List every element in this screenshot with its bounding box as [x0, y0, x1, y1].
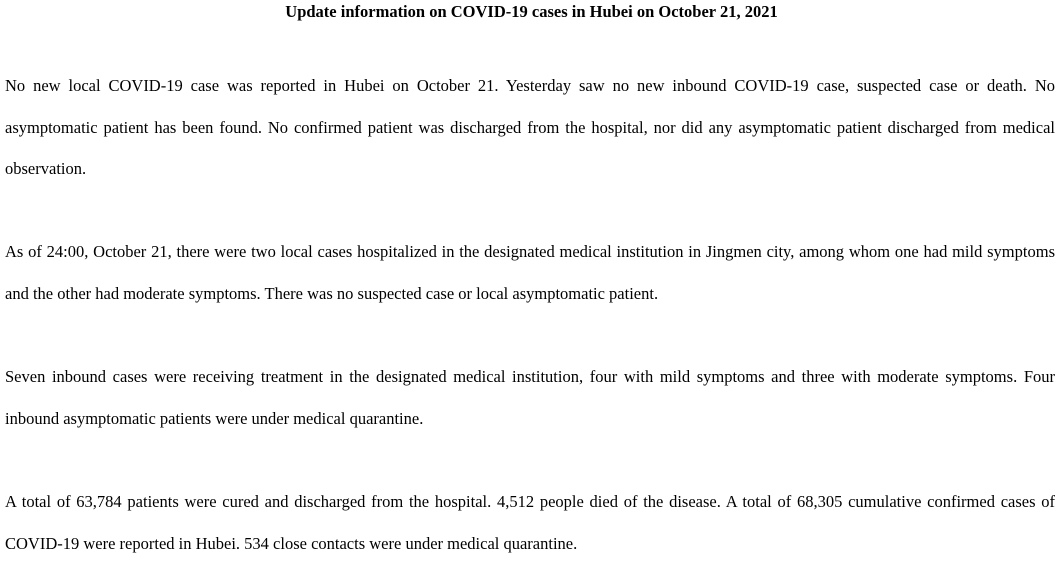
paragraph-inbound-cases: Seven inbound cases were receiving treatment in the designated medical institution, four with mild symptoms and three with moderate symptoms. Four inbound asymptomatic patients were under medical quarantine.: [5, 367, 1055, 428]
paragraph-new-cases: No new local COVID-19 case was reported in Hubei on October 21. Yesterday saw no new inbound COVID-19 case, suspected case or death. No asymptomatic patient has been found. No confirmed patient was discharged from the hospital, nor did any asymptomatic patient discharged from medical observation.: [5, 76, 1055, 178]
paragraph-cumulative-totals: A total of 63,784 patients were cured and discharged from the hospital. 4,512 people died of the disease. A total of 68,305 cumulative confirmed cases of COVID-19 were reported in Hubei. 534 close contacts were under medical quarantine.: [5, 492, 1055, 553]
paragraph-local-hospitalized: As of 24:00, October 21, there were two local cases hospitalized in the designated medical institution in Jingmen city, among whom one had mild symptoms and the other had moderate symptoms. There was no suspected case or local asymptomatic patient.: [5, 242, 1055, 303]
document-title: Update information on COVID-19 cases in Hubei on October 21, 2021: [285, 2, 778, 21]
